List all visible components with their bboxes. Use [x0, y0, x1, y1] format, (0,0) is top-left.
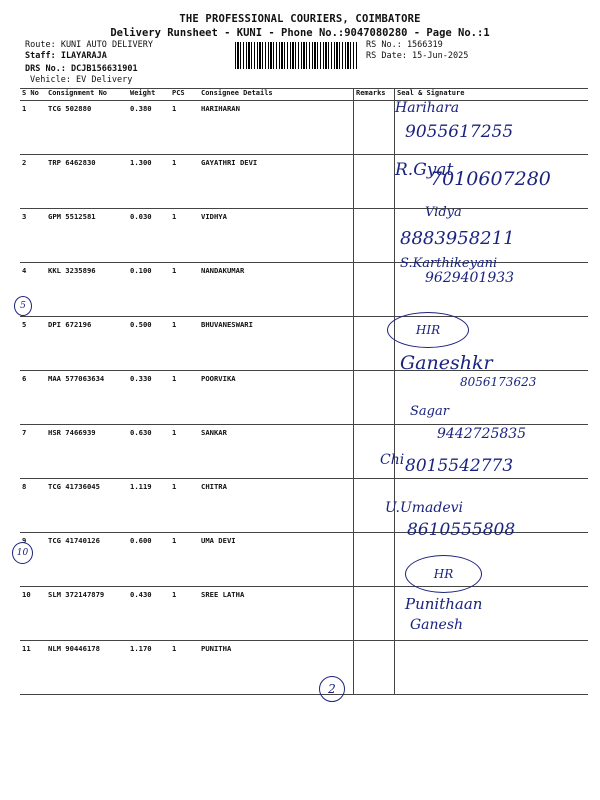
table-row [20, 533, 588, 587]
cell-consignment: HSR 7466939 [46, 425, 128, 479]
signature-name: Sagar [410, 404, 449, 419]
cell-pcs: 1 [170, 263, 199, 317]
cell-consignment: MAA 577063634 [46, 371, 128, 425]
cell-weight: 0.100 [128, 263, 170, 317]
cell-weight: 0.600 [128, 533, 170, 587]
staff-line: Staff: ILAYARAJA [25, 51, 107, 61]
signature-name: Chi [380, 452, 405, 468]
cell-pcs: 1 [170, 101, 199, 155]
cell-pcs: 1 [170, 209, 199, 263]
cell-consignment: TCG 502880 [46, 101, 128, 155]
signature-name: HR [405, 555, 482, 593]
cell-sno: 3 [20, 209, 46, 263]
signature-name: Vidya [425, 205, 462, 220]
cell-consignee: SREE LATHA [199, 587, 354, 641]
cell-sno: 6 [20, 371, 46, 425]
signature-phone: 8056173623 [460, 375, 537, 389]
signature-phone: 9055617255 [405, 122, 514, 142]
cell-consignee: SANKAR [199, 425, 354, 479]
signature-phone: Ganesh [410, 617, 464, 633]
cell-consignment: TCG 41736045 [46, 479, 128, 533]
signature-phone: 9629401933 [425, 270, 515, 286]
cell-pcs: 1 [170, 317, 199, 371]
cell-sno: 9 [20, 533, 46, 587]
cell-consignment: GPM 5512581 [46, 209, 128, 263]
rs-date: RS Date: 15-Jun-2025 [366, 51, 469, 61]
col-remarks: Remarks [354, 89, 395, 101]
cell-pcs: 1 [170, 425, 199, 479]
cell-consignee: CHITRA [199, 479, 354, 533]
cell-sno: 8 [20, 479, 46, 533]
cell-consignee: POORVIKA [199, 371, 354, 425]
cell-consignment: TRP 6462830 [46, 155, 128, 209]
cell-consignee: BHUVANESWARI [199, 317, 354, 371]
cell-consignment: DPI 672196 [46, 317, 128, 371]
cell-weight: 1.119 [128, 479, 170, 533]
cell-remarks [354, 209, 395, 263]
cell-pcs: 1 [170, 371, 199, 425]
signature-phone: 8883958211 [400, 228, 515, 249]
cell-weight: 0.630 [128, 425, 170, 479]
cell-pcs: 1 [170, 641, 199, 695]
signature-name: HIR [387, 312, 469, 348]
runsheet-title: Delivery Runsheet - KUNI - Phone No.:9047080280 - Page No.:1 [110, 27, 490, 39]
page-mark: 2 [319, 676, 345, 702]
margin-mark-10: 10 [12, 542, 33, 564]
cell-pcs: 1 [170, 479, 199, 533]
signature-phone: 7010607280 [430, 168, 551, 190]
cell-remarks [354, 263, 395, 317]
col-consignee: Consignee Details [199, 89, 354, 101]
cell-pcs: 1 [170, 587, 199, 641]
cell-sno: 1 [20, 101, 46, 155]
signature-name: Harihara [395, 100, 460, 116]
signature-phone: 9442725835 [437, 426, 527, 442]
col-sno: S No [20, 89, 46, 101]
cell-consignment: TCG 41740126 [46, 533, 128, 587]
cell-pcs: 1 [170, 155, 199, 209]
cell-weight: 0.380 [128, 101, 170, 155]
company-title: THE PROFESSIONAL COURIERS, COIMBATORE [179, 13, 421, 25]
signature-phone: 8610555808 [407, 520, 516, 540]
cell-sno: 4 [20, 263, 46, 317]
cell-consignee: HARIHARAN [199, 101, 354, 155]
table-header-row [20, 89, 588, 101]
col-pcs: PCS [170, 89, 199, 101]
col-signature: Seal & Signature [395, 89, 589, 101]
cell-sno: 2 [20, 155, 46, 209]
cell-weight: 1.300 [128, 155, 170, 209]
cell-weight: 0.030 [128, 209, 170, 263]
cell-sno: 7 [20, 425, 46, 479]
cell-consignment: KKL 3235896 [46, 263, 128, 317]
table-row [20, 641, 588, 695]
cell-weight: 0.500 [128, 317, 170, 371]
drs-line: DRS No.: DCJB156631901 [25, 64, 138, 74]
route-line: Route: KUNI AUTO DELIVERY [25, 40, 153, 50]
signature-name: U.Umadevi [385, 500, 464, 516]
cell-signature [395, 641, 589, 695]
col-consignment: Consignment No [46, 89, 128, 101]
rs-number: RS No.: 1566319 [366, 40, 443, 50]
col-weight: Weight [128, 89, 170, 101]
cell-sno: 10 [20, 587, 46, 641]
signature-name: S.Karthikeyani [400, 256, 498, 271]
cell-pcs: 1 [170, 533, 199, 587]
table-row [20, 317, 588, 371]
cell-consignee: UMA DEVI [199, 533, 354, 587]
cell-consignee: NANDAKUMAR [199, 263, 354, 317]
cell-consignee: PUNITHA [199, 641, 354, 695]
cell-weight: 0.430 [128, 587, 170, 641]
cell-remarks [354, 371, 395, 425]
vehicle-line: Vehicle: EV Delivery [30, 75, 133, 85]
cell-weight: 1.170 [128, 641, 170, 695]
cell-consignment: SLM 372147879 [46, 587, 128, 641]
margin-mark-5: 5 [14, 296, 32, 316]
signature-phone: 8015542773 [405, 456, 514, 476]
signature-name: R.Gyat [395, 160, 454, 180]
cell-weight: 0.330 [128, 371, 170, 425]
cell-remarks [354, 587, 395, 641]
cell-remarks [354, 101, 395, 155]
barcode [235, 42, 357, 69]
signature-name: Ganeshkr [400, 352, 493, 374]
cell-sno: 11 [20, 641, 46, 695]
cell-remarks [354, 155, 395, 209]
cell-remarks [354, 533, 395, 587]
cell-sno: 5 [20, 317, 46, 371]
cell-consignee: VIDHYA [199, 209, 354, 263]
signature-name: Punithaan [405, 595, 483, 613]
cell-consignment: NLM 90446178 [46, 641, 128, 695]
cell-consignee: GAYATHRI DEVI [199, 155, 354, 209]
table-row [20, 587, 588, 641]
cell-remarks [354, 641, 395, 695]
